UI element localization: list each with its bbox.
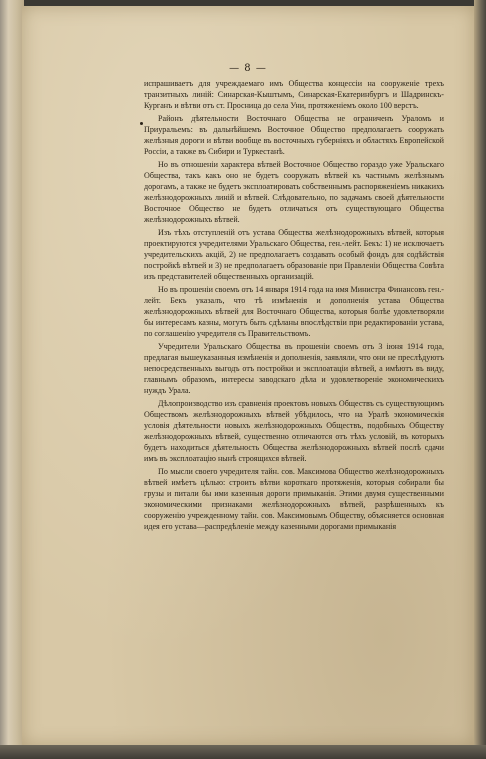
document-page: [22, 6, 474, 746]
scan-bottom-edge: [0, 745, 486, 759]
body-text: [144, 79, 444, 536]
book-spine-edge: [0, 0, 24, 759]
paragraph: Но въ прошенiи своемъ отъ 14 января 1914 года на имя Министра Финансовъ ген.-лейт. Бекъ указалъ, что тѣ измѣненiя и дополненiя устава Общества желѣзнодорожныхъ вѣтвей для Восточнаго Общества, которыя болѣе удовлетворяли бы интересамъ казны, могутъ быть сдѣланы впослѣдствiи при редактированiи устава, по соглашенiю учредителя съ Правительствомъ.: [144, 285, 444, 339]
paragraph: Учредители Уральскаго Общества въ прошенiи своемъ отъ 3 iюня 1914 года, предлагая вышеуказанныя измѣненiя и дополненiя, заявляли, что они не преслѣдуютъ непосредственныхъ выгодъ отъ постройки и эксплоатацiи вѣтвей, а имѣютъ въ виду, главнымъ образомъ, интересы заводскаго дѣла и удовлетворенiе экономическихъ нуждъ Урала.: [144, 342, 444, 396]
paragraph: По мысли своего учредителя тайн. сов. Максимова Общество желѣзнодорожныхъ вѣтвей имѣетъ цѣлью: строить вѣтви короткаго протяженiя, которыя собирали бы грузы и питали бы ими казенныя дороги примыканiя. Этими двумя существенными экономическими признаками желѣзнодорожныхъ вѣтвей, разрѣшенныхъ къ сооруженiю учрежденному тайн. сов. Максимовымъ Обществу, объясняется основная идея его устава—распредѣленiе между казенными дорогами примыканiя: [144, 467, 444, 532]
paragraph-continued: испрашиваетъ для учреждаемаго имъ Общества концессiи на сооруженiе трехъ транзитныхъ линiй: Синарская-Кыштымъ, Синарская-Екатеринбургъ и Шадринскъ-Курганъ и вѣтви отъ ст. Просница до села Уни, протяженiемъ около 100 верстъ.: [144, 79, 444, 110]
page-right-shadow: [474, 0, 486, 759]
paragraph: Районъ дѣятельности Восточнаго Общества не ограниченъ Ураломъ и Приуральемъ: въ дальнѣйшемъ Восточное Общество предполагаетъ сооружать желѣзныя дороги и вѣтви вообще въ восточныхъ губернiяхъ и областяхъ Европейской Россiи, а также въ Сибири и Туркестанѣ.: [144, 114, 444, 157]
paragraph: Изъ тѣхъ отступленiй отъ устава Общества желѣзнодорожныхъ вѣтвей, которыя проектируются учредителями Уральскаго Общества, ген.-лейт. Бекъ: 1) не исключаетъ учредительскихъ акцiй, 2) не предполагаетъ создавать особый фондъ для содѣйствiя постройкѣ вѣтвей и 3) не предполагаетъ образованiе при Правленiи Общества Совѣта изъ представителей общественныхъ организацiй.: [144, 228, 444, 282]
paragraph: Но въ отношенiи характера вѣтвей Восточное Общество гораздо уже Уральскаго Общества, такъ какъ оно не будетъ сооружать вѣтвей къ частнымъ желѣзнымъ дорогамъ, а также не будетъ эксплоатировать собственнымъ распоряженiемъ никакихъ желѣзнодорожныхъ линiй и вѣтвей. Слѣдовательно, по задачамъ своей дѣятельности Восточное Общество не будетъ отличаться отъ существующаго Общества желѣзнодорожныхъ вѣтвей.: [144, 160, 444, 225]
margin-ink-mark: [140, 122, 143, 125]
page-number: — 8 —: [229, 63, 267, 74]
paragraph: Дѣлопроизводство изъ сравненiя проектовъ новыхъ Обществъ съ существующимъ Обществомъ желѣзнодорожныхъ вѣтвей убѣдилось, что на Уралѣ экономическiя условiя дѣятельности новыхъ желѣзнодорожныхъ Обществъ, подобныхъ Обществу желѣзнодорожныхъ вѣтвей, существенно отличаются отъ тѣхъ условiй, въ которыхъ будетъ находиться дѣятельность Общества желѣзнодорожныхъ вѣтвей послѣ сдачи имъ въ эксплоатацiю нынѣ строящихся вѣтвей.: [144, 399, 444, 464]
